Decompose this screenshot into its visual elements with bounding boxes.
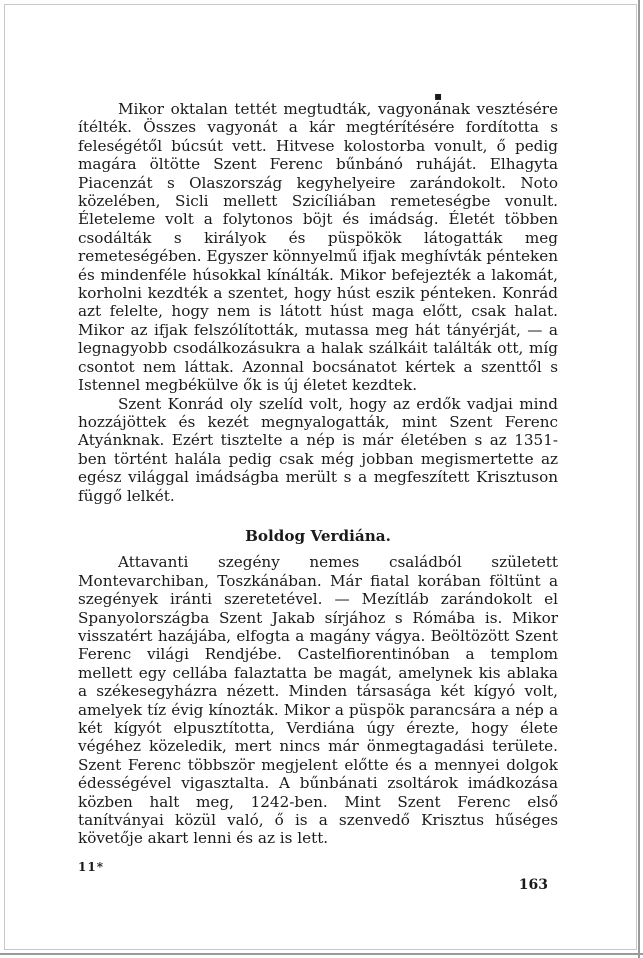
body-text [78,100,558,848]
top-mark: ▪ [434,89,443,103]
paragraph-2: Szent Konrád oly szelíd volt, hogy az erdők vadjai mind hozzájöttek és kezét megnyalogatták, mint Szent Ferenc Atyánknak. Ezért tisztelte a nép is már életében s az 1351-ben történt halála pedig csak még jobban megismertette az egész világgal imádságba merült s a megfeszített Krisztuson függő lelkét. [78,394,558,505]
scan-edge-bottom [0,953,643,955]
page-number: 163 [518,877,548,893]
signature-mark: 11* [78,860,104,874]
section-heading: Boldog Verdiána. [245,526,391,545]
paragraph-3: Attavanti szegény nemes családból született Montevarchiban, Toszkánában. Már fiatal korában föltünt a szegények iránti szeretetével. — Mezítláb zarándokolt el Spanyolországba Szent Jakab sírjához s Rómába is. Mikor visszatért hazájába, elfogta a magány vágya. Beöltözött Szent Ferenc világi Rendjébe. Castelfiorentinóban a templom mellett egy cellába falaztatta be magát, amelynek kis ablaka a székesegyházra nézett. Minden társasága két kígyó volt, amelyek tíz évig kínozták. Mikor a püspök parancsára a nép a két kígyót elpusztította, Verdiána úgy érezte, hogy élete végéhez közeledik, mert nincs már önmegtagadási területe. Szent Ferenc többször megjelent előtte és a mennyei dolgok édességével vigasztalta. A bűnbánati zsoltárok imádkozása közben halt meg, 1242-ben. Mint Szent Ferenc első tanítványai közül való, ő is a szenvedő Krisztus hűséges követője akart lenni és az is lett. [78,553,558,848]
scan-edge-right [638,0,640,958]
paragraph-1: Mikor oktalan tettét megtudták, vagyonának vesztésére ítélték. Összes vagyonát a kár megtérítésére fordította s feleségétől búcsút vett. Hitvese kolostorba vonult, ő pedig magára öltötte Szent Ferenc bűnbánó ruháját. Elhagyta Piacenzát s Olaszország kegyhelyeire zarándokolt. Noto közelében, Sicli mellett Szicíliában remeteségbe vonult. Életeleme volt a folytonos böjt és imádság. Életét többen csodálták s királyok és püspökök látogatták meg remeteségében. Egyszer könnyelmű ifjak meghívták pénteken és mindenféle húsokkal kínálták. Mikor befejezték a lakomát, korholni kezdték a szentet, hogy húst eszik pénteken. Konrád azt felelte, hogy nem is látott húst maga előtt, csak halat. Mikor az ifjak felszólították, mutassa meg hát tányérját, — a legnagyobb csodálkozásukra a halak szálkáit találták ott, míg csontot nem láttak. Azonnal bocsánatot kértek a szenttől s Istennel megbékülve ők is új életet kezdtek. [78,100,558,395]
